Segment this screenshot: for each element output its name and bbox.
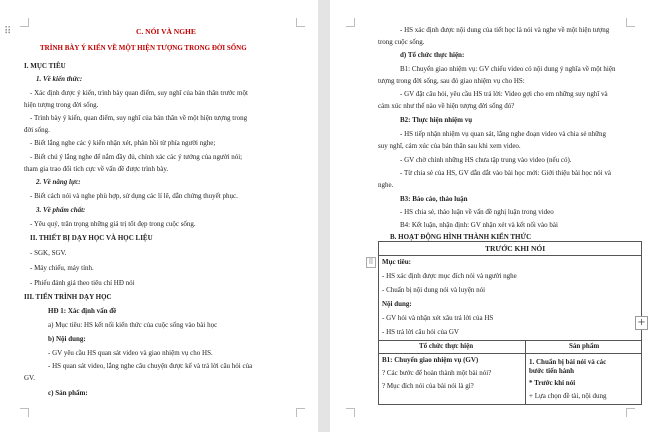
table-cell: Nội dung: xyxy=(382,300,412,308)
subheading: 3. Về phẩm chất: xyxy=(36,206,86,214)
page-gap xyxy=(318,0,330,432)
table-column-header: Tổ chức thực hiện xyxy=(419,342,474,350)
page-corner-mark xyxy=(20,18,29,27)
section-heading: I. MỤC TIÊU xyxy=(24,62,66,70)
text-line: - SGK, SGV. xyxy=(30,249,67,257)
text-line: - Trình bày ý kiến, quan điểm, suy nghĩ của bản thân về một hiện tượng trong xyxy=(30,114,248,122)
text-line: - HS tiếp nhận nhiệm vụ quan sát, lắng nghe đoạn video và chia sẻ những xyxy=(400,130,606,138)
add-icon[interactable]: + xyxy=(635,316,648,330)
table-column-header: Sản phẩm xyxy=(569,342,600,350)
text-line: - HS chia sẻ, thảo luận về vấn đề nghị luận trong video xyxy=(400,208,554,216)
text-line: B4: Kết luận, nhận định: GV nhận xét và kết nối vào bài xyxy=(400,221,558,229)
text-line: - HS xác định được nội dung của tiết học là nói và nghe về một hiện tượng xyxy=(400,26,610,34)
drag-handle-icon[interactable]: ⠿ xyxy=(4,26,12,37)
text-line: nghe. xyxy=(378,181,394,189)
page-corner-mark xyxy=(346,408,355,417)
subheading: B3: Báo cáo, thảo luận xyxy=(400,195,468,203)
table-row-divider xyxy=(379,340,641,341)
text-line: tham gia trao đổi tích cực về vấn đề được trình bày. xyxy=(24,165,169,173)
table-move-handle-icon[interactable]: ⠿ xyxy=(366,257,376,268)
subheading: b) Nội dung: xyxy=(48,335,86,343)
text-line: - Phiếu đánh giá theo tiêu chí HĐ nói xyxy=(30,279,135,287)
page-corner-mark xyxy=(626,408,635,417)
page-title: C. NÓI VÀ NGHE xyxy=(136,27,196,36)
table-cell: ? Mục đích nói của bài nói là gì? xyxy=(382,382,474,390)
text-line: - Máy chiếu, máy tính. xyxy=(30,264,94,272)
subheading: B2: Thực hiện nhiệm vụ xyxy=(400,116,473,124)
table-row-divider xyxy=(379,353,641,354)
text-line: - GV yêu cầu HS quan sát video và giao nhiệm vụ cho HS. xyxy=(48,349,213,357)
text-line: a) Mục tiêu: HS kết nối kiến thức của cuộc sống vào bài học xyxy=(48,321,218,329)
page-corner-mark xyxy=(296,408,305,417)
table-cell: - HS xác định được mục đích nói và người nghe xyxy=(382,272,517,280)
table-cell: ? Các bước để hoàn thành một bài nói? xyxy=(382,369,492,377)
text-line: suy nghĩ, cảm xúc của bản thân sau khi xem video. xyxy=(378,142,521,150)
page-corner-mark xyxy=(20,408,29,417)
subheading: d) Tổ chức thực hiện: xyxy=(400,51,465,59)
text-line: - Biết lắng nghe các ý kiến nhận xét, phản hồi từ phía người nghe; xyxy=(30,139,216,147)
table-cell: - HS trả lời câu hỏi của GV xyxy=(382,328,459,336)
table-cell: 1. Chuẩn bị bài nói và các xyxy=(529,358,607,366)
document-page-1 xyxy=(0,0,318,432)
section-heading: III. TIẾN TRÌNH DẠY HỌC xyxy=(24,293,112,301)
text-line: - GV chờ chỉnh những HS chưa tập trung vào video (nếu có). xyxy=(400,156,572,164)
text-line: - GV đặt câu hỏi, yêu cầu HS trả lời: Video gợi cho em những suy nghĩ và xyxy=(400,90,608,98)
text-line: B1: Chuyển giao nhiệm vụ: GV chiếu video có nội dung ý nghĩa về một hiện xyxy=(400,65,616,73)
text-line: - Biết cách nói và nghe phù hợp, sử dụng các lí lẽ, dẫn chứng thuyết phục. xyxy=(30,192,238,200)
page-corner-mark xyxy=(296,18,305,27)
subheading: HĐ 1: Xác định vấn đề xyxy=(48,307,117,315)
section-heading: B. HOẠT ĐỘNG HÌNH THÀNH KIẾN THỨC xyxy=(390,233,532,241)
lesson-table xyxy=(378,241,642,405)
text-line: - Yêu quý, trân trọng những giá trị tốt đẹp trong cuộc sống. xyxy=(30,220,196,228)
text-line: hiện tượng trong đời sống. xyxy=(24,101,99,109)
table-cell: - Chuẩn bị nội dung nói và luyện nói xyxy=(382,286,486,294)
text-line: tượng trong đời sống, sau đó giao nhiệm vụ cho HS: xyxy=(378,77,525,85)
table-column-divider xyxy=(525,340,526,404)
section-heading: II. THIẾT BỊ DẠY HỌC VÀ HỌC LIỆU xyxy=(30,234,153,242)
document-page-2 xyxy=(330,0,650,432)
subheading: 1. Về kiến thức: xyxy=(36,75,83,83)
table-cell: * Trước khi nói xyxy=(529,379,576,387)
text-line: trong cuộc sống. xyxy=(378,38,425,46)
table-cell: B1: Chuyển giao nhiệm vụ (GV) xyxy=(382,356,479,364)
text-line: cảm xúc như thế nào về hiện tượng đời sống đó? xyxy=(378,102,515,110)
page-subtitle: TRÌNH BÀY Ý KIẾN VỀ MỘT HIỆN TƯỢNG TRONG ĐỜI SỐNG xyxy=(40,44,247,52)
text-line: - HS quan sát video, lắng nghe câu chuyện được kể và trả lời câu hỏi của xyxy=(48,362,253,370)
table-cell: bước tiến hành xyxy=(529,367,575,375)
table-cell: Mục tiêu: xyxy=(382,258,411,266)
text-line: - Biết chú ý lắng nghe để nắm đầy đủ, chính xác các ý tưởng của người nói; xyxy=(30,153,243,161)
subheading: c) Sản phẩm: xyxy=(48,389,88,397)
table-cell: - GV hỏi và nhận xét xâu trả lời của HS xyxy=(382,314,494,322)
page-corner-mark xyxy=(626,18,635,27)
text-line: - Xác định được ý kiến, trình bày quan điểm, suy nghĩ của bản thân trước một xyxy=(30,89,248,97)
table-row-divider xyxy=(379,255,641,256)
text-line: - Từ chia sẻ của HS, GV dẫn dắt vào bài học mới: Giới thiệu bài học nói và xyxy=(400,169,611,177)
page-corner-mark xyxy=(346,18,355,27)
table-cell: + Lựa chọn đề tài, nội dung xyxy=(529,392,607,400)
text-line: đời sống. xyxy=(24,126,50,134)
subheading: 2. Về năng lực: xyxy=(36,178,81,186)
text-line: GV. xyxy=(24,374,35,382)
table-header: TRƯỚC KHI NÓI xyxy=(485,244,546,253)
